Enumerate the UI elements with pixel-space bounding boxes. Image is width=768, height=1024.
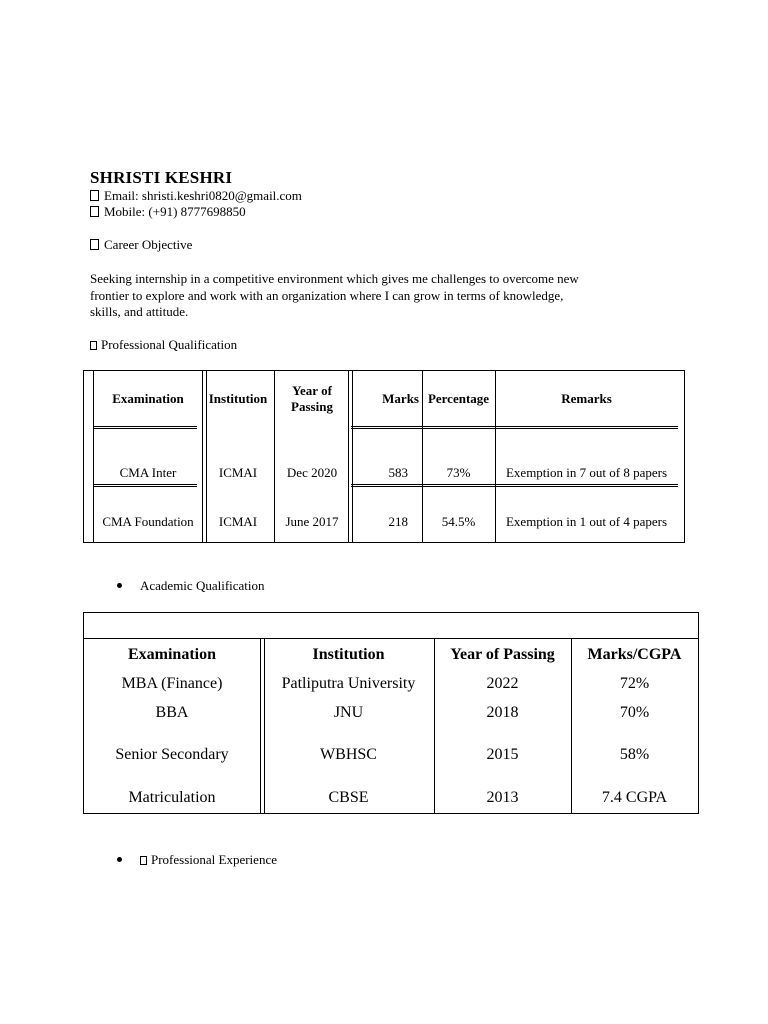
table-cell: Matriculation: [128, 789, 216, 806]
table-cell: 2022: [486, 675, 519, 692]
table-cell: June 2017: [285, 514, 339, 529]
table-cell: 218: [388, 514, 408, 529]
col-header-percentage: Percentage: [427, 391, 490, 406]
table-cell: 7.4 CGPA: [601, 789, 668, 806]
col-header-institution: Institution: [208, 391, 268, 406]
table-cell: Exemption in 7 out of 8 papers: [505, 465, 668, 480]
objective-icon: [90, 239, 99, 250]
col-header-examination: Examination: [112, 391, 184, 406]
table-cell: 72%: [619, 675, 650, 692]
table-cell: 2013: [486, 789, 519, 806]
table-cell: Exemption in 1 out of 4 papers: [505, 514, 668, 529]
objective-line: Seeking internship in a competitive environment which gives me challenges to overcome new: [90, 271, 579, 286]
email-line: [90, 188, 302, 204]
table-cell: 73%: [446, 465, 471, 480]
table-cell: 2015: [486, 746, 519, 763]
academic-qualification-table: [83, 612, 699, 814]
col-header-marks: Marks: [382, 391, 419, 406]
table-cell: Senior Secondary: [115, 746, 229, 763]
objective-line: skills, and attitude.: [90, 304, 189, 319]
table-cell: CBSE: [328, 789, 369, 806]
table-divider: [274, 371, 275, 542]
candidate-name: SHRISTI KESHRI: [90, 168, 233, 187]
professional-qualification-table: [83, 370, 685, 543]
section-icon: [140, 856, 147, 865]
table-cell: 70%: [619, 704, 650, 721]
table-cell: Dec 2020: [286, 465, 338, 480]
professional-qualification-heading: Professional Qualification: [90, 337, 237, 353]
email-icon: [90, 190, 99, 201]
table-cell: 2018: [486, 704, 519, 721]
col-header-marks: Marks/CGPA: [587, 646, 682, 663]
email-text: Email: shristi.keshri0820@gmail.com: [104, 188, 302, 203]
table-cell: MBA (Finance): [121, 675, 223, 692]
professional-experience-heading: Professional Experience: [117, 852, 277, 868]
table-cell: 583: [388, 465, 408, 480]
table-cell: WBHSC: [320, 746, 377, 763]
table-cell: 58%: [619, 746, 650, 763]
academic-qualification-heading: Academic Qualification: [117, 578, 265, 594]
table-cell: BBA: [155, 704, 189, 721]
table-cell: CMA Inter: [119, 465, 177, 480]
mobile-text: Mobile: (+91) 8777698850: [104, 204, 246, 219]
table-divider: [84, 638, 698, 639]
career-objective-text: [90, 271, 690, 321]
col-header-remarks: Remarks: [561, 391, 612, 406]
objective-line: frontier to explore and work with an organization where I can grow in terms of knowledge,: [90, 287, 564, 303]
bullet-icon: [117, 583, 122, 588]
col-header-institution: Institution: [312, 646, 385, 663]
table-cell: CMA Foundation: [102, 514, 194, 529]
table-cell: JNU: [333, 704, 364, 721]
table-cell: ICMAI: [218, 514, 258, 529]
table-cell: 54.5%: [441, 514, 476, 529]
table-cell: ICMAI: [218, 465, 258, 480]
bullet-icon: [117, 857, 122, 862]
phone-icon: [90, 206, 99, 217]
mobile-line: [90, 204, 246, 220]
career-objective-heading: Career Objective: [90, 237, 192, 253]
section-icon: [90, 341, 97, 350]
col-header-examination: Examination: [127, 646, 216, 663]
table-cell: Patliputra University: [281, 675, 416, 692]
col-header-year: Year of Passing: [450, 646, 555, 663]
col-header-year: Year of Passing: [291, 383, 333, 414]
